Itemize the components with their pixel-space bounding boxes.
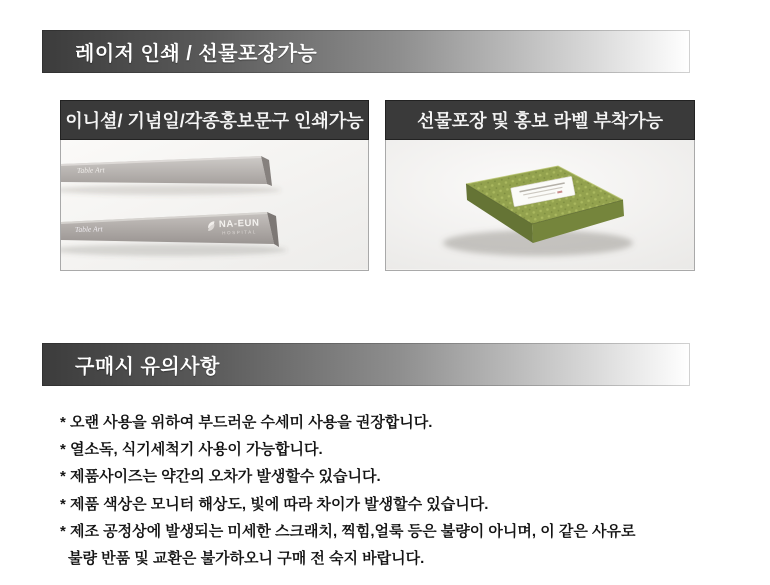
panel-engraving-photo (60, 140, 369, 271)
note-line-1: * 오랜 사용을 위하여 부드러운 수세미 사용을 권장합니다. (60, 414, 433, 431)
logo-sub-text: HOSPITAL (222, 229, 258, 236)
engraving-text-bottom: Table Art (74, 224, 103, 234)
note-line-2: * 열소독, 식기세척기 사용이 가능합니다. (60, 441, 323, 459)
panel-giftwrap-title: 선물포장 및 홍보 라벨 부착가능 (416, 111, 664, 131)
section-title-laser-print: 레이저 인쇄 / 선물포장가능 (75, 43, 318, 65)
logo-name-text: NA-EUN (218, 217, 260, 231)
note-line-4: * 제품 색상은 모니터 해상도, 빛에 따라 차이가 발생할수 있습니다. (60, 495, 489, 513)
engraved-cutlery-photo (61, 140, 368, 269)
handle-shadow-bottom (61, 244, 287, 256)
section-bar-laser-print (42, 30, 690, 73)
note-line-3: * 제품사이즈는 약간의 오차가 발생할수 있습니다. (60, 468, 381, 486)
engraving-text-top: Table Art (76, 165, 105, 175)
panel-giftwrap-header (385, 100, 695, 140)
section-bar-purchase-notice (42, 343, 690, 386)
note-line-5: * 제조 공정상에 발생되는 미세한 스크래치, 찍힘,얼룩 등은 불량이 아니며, 이 같은 사유로 (60, 522, 636, 540)
handle-shadow-top (61, 185, 281, 195)
gift-box-photo (386, 140, 694, 269)
note-line-6: 불량 반품 및 교환은 불가하오니 구매 전 숙지 바랍니다. (68, 550, 425, 568)
panel-engraving-header (60, 100, 369, 140)
purchase-notes (60, 409, 740, 572)
section-title-purchase-notice: 구매시 유의사항 (75, 356, 220, 378)
panel-engraving (60, 100, 369, 271)
panel-engraving-title: 이니셜/ 기념일/각종홍보문구 인쇄가능 (65, 111, 364, 131)
panel-giftwrap-photo (385, 140, 695, 271)
panel-giftwrap (385, 100, 695, 271)
